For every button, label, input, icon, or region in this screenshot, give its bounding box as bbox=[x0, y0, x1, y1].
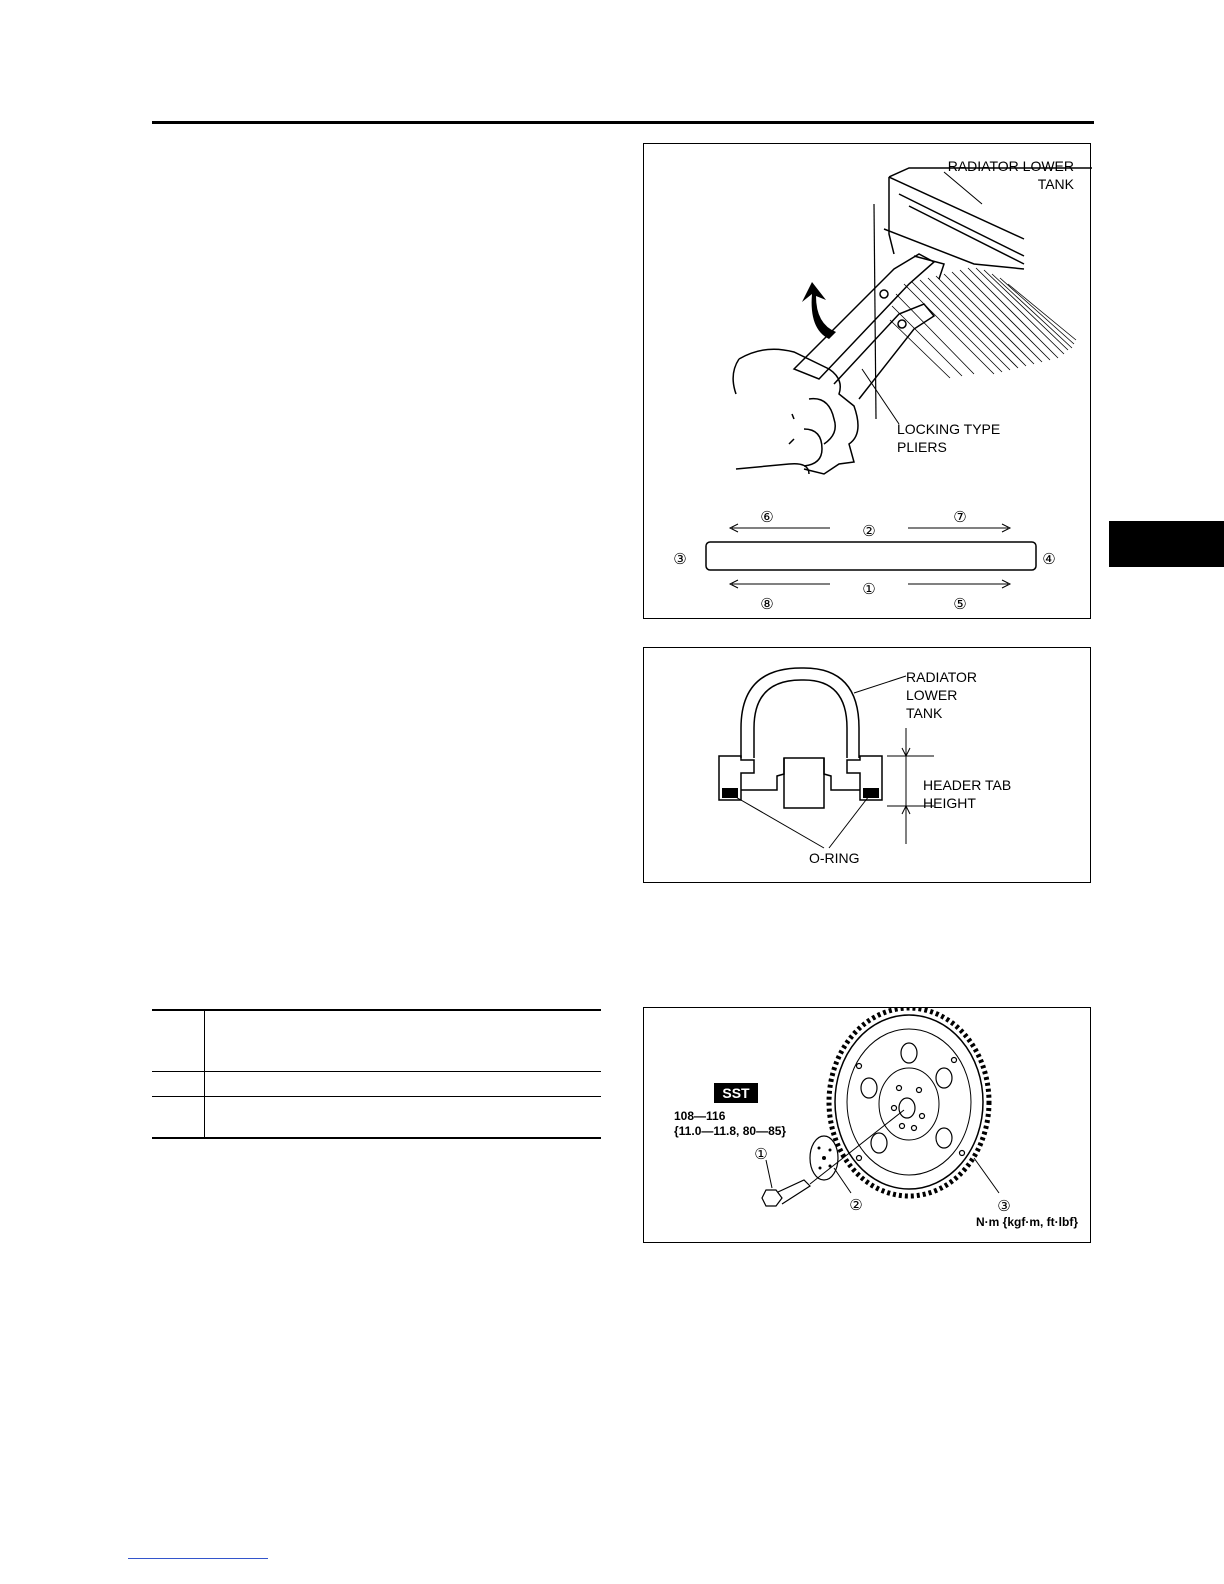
figure-locking-pliers bbox=[643, 143, 1091, 619]
label-locking-pliers-line1: LOCKING TYPE bbox=[897, 421, 1001, 437]
table-cell bbox=[205, 1072, 602, 1097]
figure-locking-pliers-drawing bbox=[644, 144, 1092, 620]
spec-table bbox=[152, 1009, 601, 1139]
footer-link-line[interactable] bbox=[128, 1558, 268, 1559]
callout-2: ② bbox=[849, 1196, 863, 1214]
label-locking-pliers-line2: PLIERS bbox=[897, 439, 947, 455]
table-row bbox=[152, 1097, 601, 1139]
label-o-ring: O-RING bbox=[809, 850, 860, 866]
torque-units: N·m {kgf·m, ft·lbf} bbox=[976, 1215, 1078, 1229]
table-row bbox=[152, 1072, 601, 1097]
label-radiator-line2: LOWER bbox=[906, 687, 958, 703]
seq-6: ⑥ bbox=[760, 508, 774, 526]
label-radiator-line1: RADIATOR bbox=[906, 669, 978, 685]
torque-value-line1: 108—116 bbox=[674, 1109, 726, 1123]
o-ring-right bbox=[863, 788, 879, 798]
figure-drive-plate bbox=[643, 1007, 1091, 1243]
bolt-drawing bbox=[762, 1180, 810, 1206]
figure-drive-plate-drawing bbox=[644, 1008, 1092, 1244]
table-cell bbox=[152, 1097, 205, 1139]
callout-3: ③ bbox=[997, 1197, 1011, 1215]
rotation-arrow-icon bbox=[802, 282, 836, 339]
label-header-tab-line2: HEIGHT bbox=[923, 795, 976, 811]
drive-plate-outline bbox=[835, 1015, 983, 1189]
label-radiator-line3: TANK bbox=[906, 705, 943, 721]
torque-value-line2: {11.0—11.8, 80—85} bbox=[674, 1124, 787, 1138]
label-radiator-lower-tank-line2: TANK bbox=[1037, 176, 1074, 192]
radiator-fins-drawing bbox=[890, 268, 1076, 378]
seq-5: ⑤ bbox=[953, 595, 967, 613]
section-tab bbox=[1109, 521, 1224, 567]
seq-3: ③ bbox=[673, 550, 687, 568]
plate-holes bbox=[857, 1043, 965, 1161]
table-cell bbox=[205, 1010, 602, 1072]
seq-7: ⑦ bbox=[953, 508, 967, 526]
sst-label: SST bbox=[722, 1085, 750, 1101]
header-rule bbox=[152, 121, 1094, 124]
callout-1: ① bbox=[754, 1145, 768, 1163]
ring-gear-teeth bbox=[829, 1008, 989, 1196]
label-radiator-lower-tank-line1: RADIATOR LOWER bbox=[947, 158, 1074, 174]
table-cell bbox=[205, 1097, 602, 1139]
figure-header-tab-height bbox=[643, 647, 1091, 883]
seq-2: ② bbox=[862, 522, 876, 540]
header-tab-bar bbox=[706, 542, 1036, 570]
table-cell bbox=[152, 1072, 205, 1097]
table-cell bbox=[152, 1010, 205, 1072]
seq-4: ④ bbox=[1042, 550, 1056, 568]
table-row bbox=[152, 1010, 601, 1072]
seq-8: ⑧ bbox=[760, 595, 774, 613]
tank-cross-section-drawing bbox=[719, 668, 882, 808]
seq-1: ① bbox=[862, 580, 876, 598]
label-header-tab-line1: HEADER TAB bbox=[923, 777, 1012, 793]
figure-header-tab-height-drawing bbox=[644, 648, 1092, 884]
